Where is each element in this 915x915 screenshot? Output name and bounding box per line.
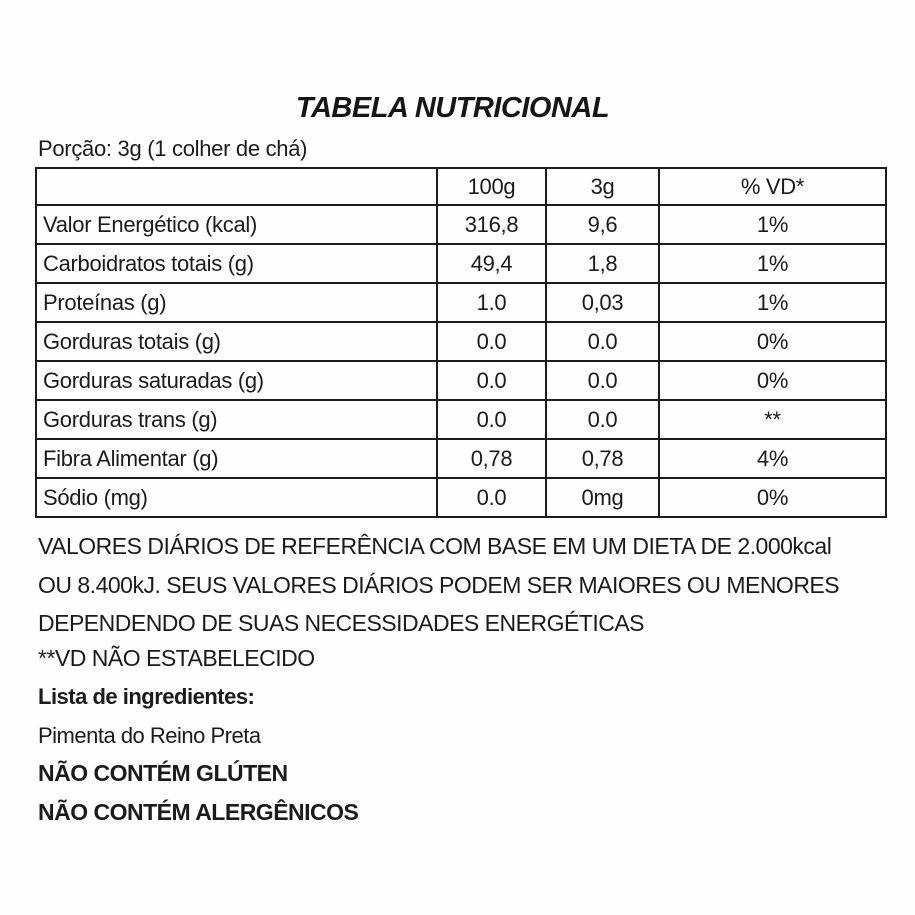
- table-row: [36, 478, 886, 517]
- nutrition-table: [35, 167, 887, 518]
- nutrient-name-cell: Sódio (mg): [36, 478, 437, 517]
- value-per-3g-cell: 9,6: [546, 205, 659, 244]
- allergen-free-claim: NÃO CONTÉM ALERGÊNICOS: [38, 799, 359, 825]
- value-per-3g-cell: 0,03: [546, 283, 659, 322]
- value-per-3g-cell: 0mg: [546, 478, 659, 517]
- nutrition-table-header: [36, 168, 886, 205]
- reference-note-line-1: VALORES DIÁRIOS DE REFERÊNCIA COM BASE EM UM DIETA DE 2.000kcal: [38, 533, 832, 559]
- table-row: [36, 283, 886, 322]
- value-percent-vd-cell: 0%: [659, 361, 886, 400]
- value-per-3g-cell: 0.0: [546, 361, 659, 400]
- nutrient-name-cell: Gorduras trans (g): [36, 400, 437, 439]
- value-per-100g-cell: 1.0: [437, 283, 546, 322]
- value-percent-vd-cell: 4%: [659, 439, 886, 478]
- value-per-100g-cell: 0.0: [437, 361, 546, 400]
- header-row: [36, 168, 886, 205]
- page-title: TABELA NUTRICIONAL: [295, 92, 610, 124]
- header-per-100g: 100g: [437, 168, 546, 205]
- value-per-3g-cell: 0.0: [546, 400, 659, 439]
- value-percent-vd-cell: 1%: [659, 205, 886, 244]
- value-per-100g-cell: 49,4: [437, 244, 546, 283]
- header-nutrient-empty: [36, 168, 437, 205]
- value-percent-vd-cell: **: [659, 400, 886, 439]
- table-row: [36, 400, 886, 439]
- nutrient-name-cell: Carboidratos totais (g): [36, 244, 437, 283]
- reference-note-line-3: DEPENDENDO DE SUAS NECESSIDADES ENERGÉTICAS: [38, 610, 645, 636]
- nutrient-name-cell: Fibra Alimentar (g): [36, 439, 437, 478]
- header-percent-vd: % VD*: [659, 168, 886, 205]
- table-row: [36, 439, 886, 478]
- value-per-100g-cell: 0.0: [437, 400, 546, 439]
- value-per-100g-cell: 0.0: [437, 478, 546, 517]
- value-percent-vd-cell: 1%: [659, 244, 886, 283]
- table-row: [36, 361, 886, 400]
- portion-line: Porção: 3g (1 colher de chá): [38, 136, 308, 161]
- daily-values-reference-note: [38, 527, 839, 643]
- reference-note-line-2: OU 8.400kJ. SEUS VALORES DIÁRIOS PODEM SER MAIORES OU MENORES: [38, 571, 840, 598]
- value-per-100g-cell: 0.0: [437, 322, 546, 361]
- table-row: [36, 322, 886, 361]
- value-per-3g-cell: 1,8: [546, 244, 659, 283]
- value-percent-vd-cell: 0%: [659, 322, 886, 361]
- vd-not-established-note: **VD NÃO ESTABELECIDO: [38, 645, 315, 671]
- nutrient-name-cell: Gorduras totais (g): [36, 322, 437, 361]
- value-per-3g-cell: 0,78: [546, 439, 659, 478]
- nutrient-name-cell: Gorduras saturadas (g): [36, 361, 437, 400]
- ingredients-value: Pimenta do Reino Preta: [38, 723, 261, 748]
- value-per-100g-cell: 0,78: [437, 439, 546, 478]
- nutrient-name-cell: Valor Energético (kcal): [36, 205, 437, 244]
- value-per-3g-cell: 0.0: [546, 322, 659, 361]
- value-percent-vd-cell: 1%: [659, 283, 886, 322]
- ingredients-heading: Lista de ingredientes:: [38, 684, 255, 709]
- nutrient-name-cell: Proteínas (g): [36, 283, 437, 322]
- value-percent-vd-cell: 0%: [659, 478, 886, 517]
- gluten-free-claim: NÃO CONTÉM GLÚTEN: [38, 760, 288, 786]
- value-per-100g-cell: 316,8: [437, 205, 546, 244]
- table-row: [36, 205, 886, 244]
- nutrition-table-body: [36, 205, 886, 517]
- header-per-3g: 3g: [546, 168, 659, 205]
- table-row: [36, 244, 886, 283]
